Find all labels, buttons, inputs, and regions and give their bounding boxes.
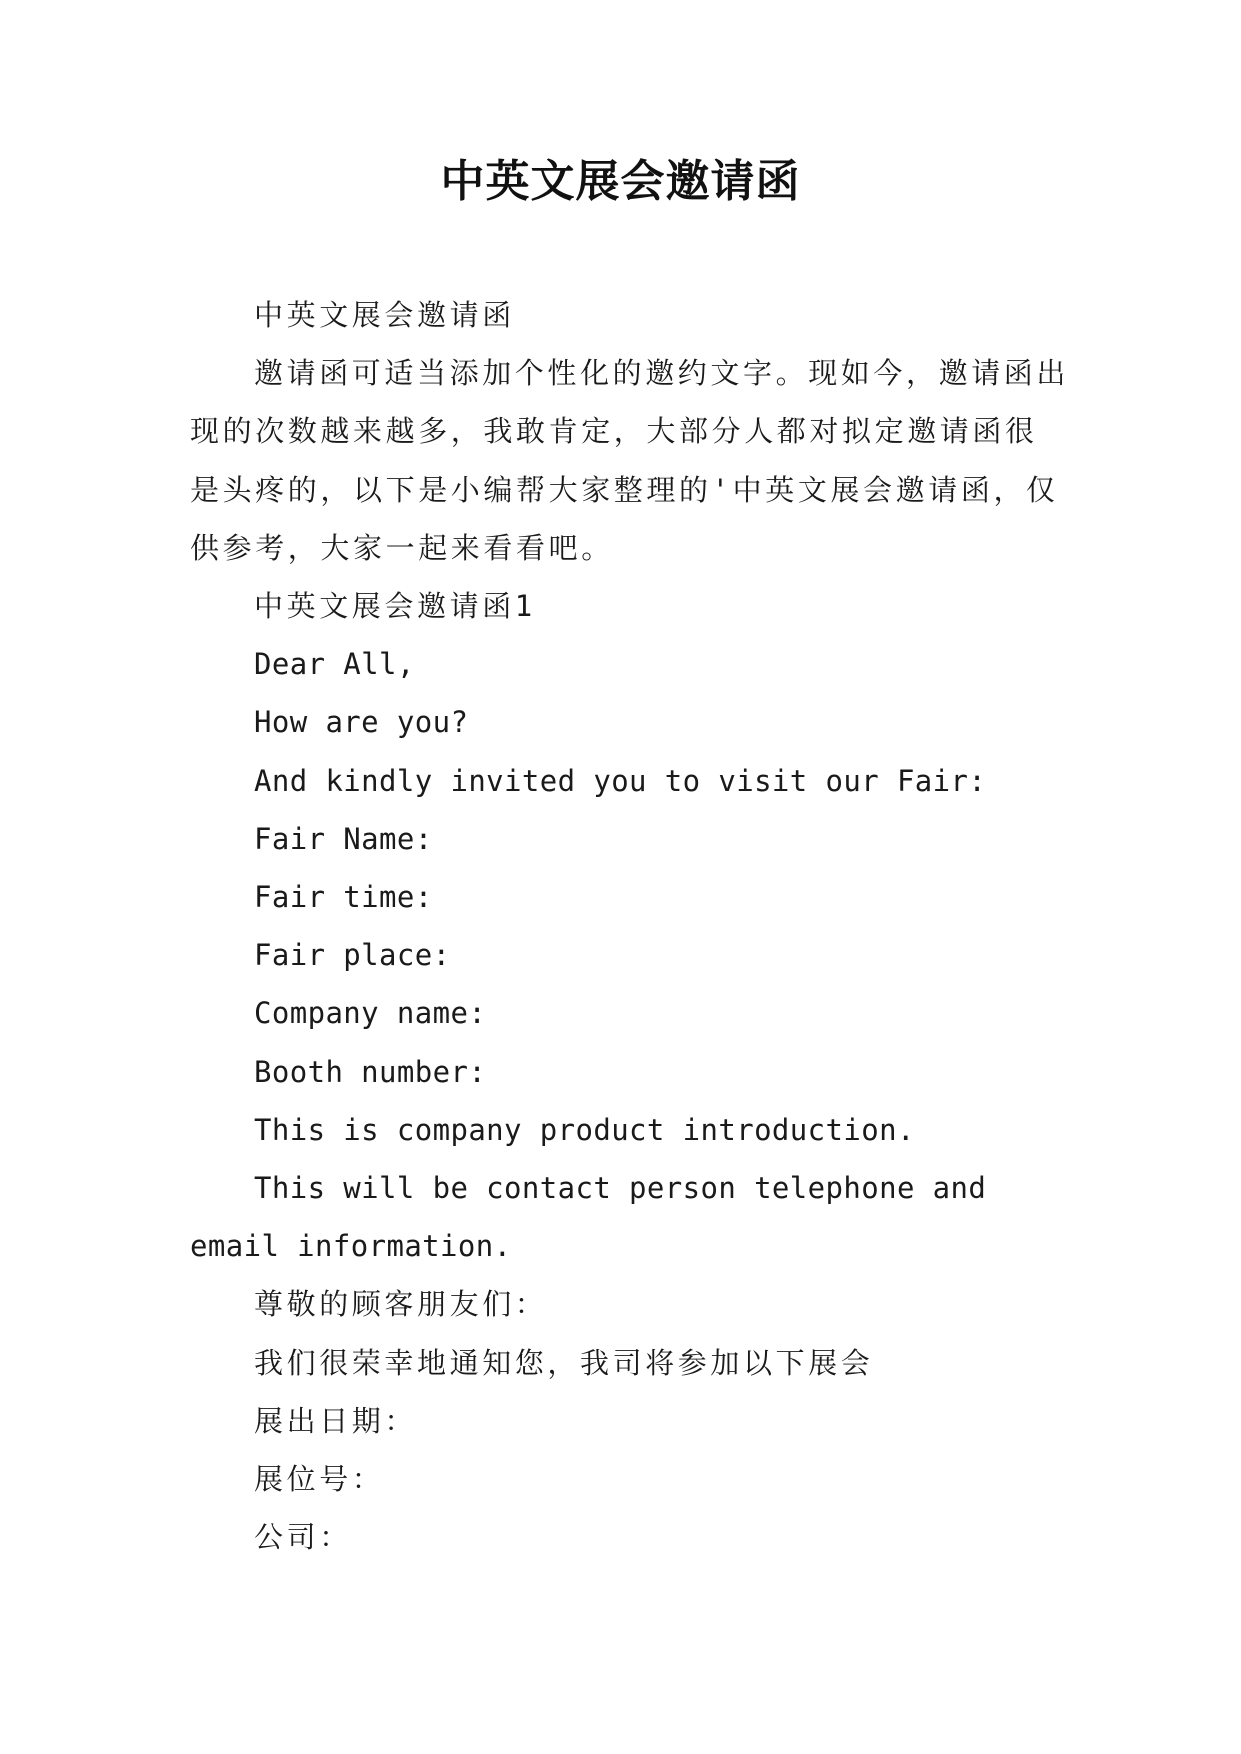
paragraph-cn-greeting: 尊敬的顾客朋友们： (254, 1287, 548, 1322)
paragraph-cn-date: 展出日期： (254, 1403, 418, 1438)
paragraph-fair-place: Fair place: (254, 938, 451, 973)
paragraph-cn-booth: 展位号： (254, 1462, 385, 1497)
document-body (190, 286, 1070, 1566)
paragraph-subtitle: 中英文展会邀请函 (254, 298, 515, 332)
paragraph-product-intro: This is company product introduction. (254, 1112, 915, 1147)
document-title: 中英文展会邀请函 (440, 156, 801, 207)
paragraph-section-heading: 中英文展会邀请函1 (254, 589, 536, 624)
paragraph-greeting: Dear All, (254, 647, 415, 682)
paragraph-invitation: And kindly invited you to visit our Fair: (254, 763, 987, 798)
paragraph-booth-number: Booth number: (254, 1054, 487, 1089)
paragraph-cn-company: 公司： (254, 1520, 352, 1555)
paragraph-company-name: Company name: (254, 996, 487, 1031)
paragraph-intro: 邀请函可适当添加个性化的邀约文字。现如今，邀请函出现的次数越来越多，我敢肯定，大部分人都对拟定邀请函很是头疼的，以下是小编帮大家整理的'中英文展会邀请函，仅供参考，大家一起来看看吧。 (190, 356, 1070, 565)
paragraph-cn-notice: 我们很荣幸地通知您，我司将参加以下展会 (254, 1345, 874, 1380)
paragraph-contact-info: This will be contact person telephone and email information. (190, 1171, 1005, 1264)
paragraph-how-are-you: How are you? (254, 705, 469, 740)
paragraph-fair-name: Fair Name: (254, 821, 433, 856)
paragraph-fair-time: Fair time: (254, 880, 433, 915)
